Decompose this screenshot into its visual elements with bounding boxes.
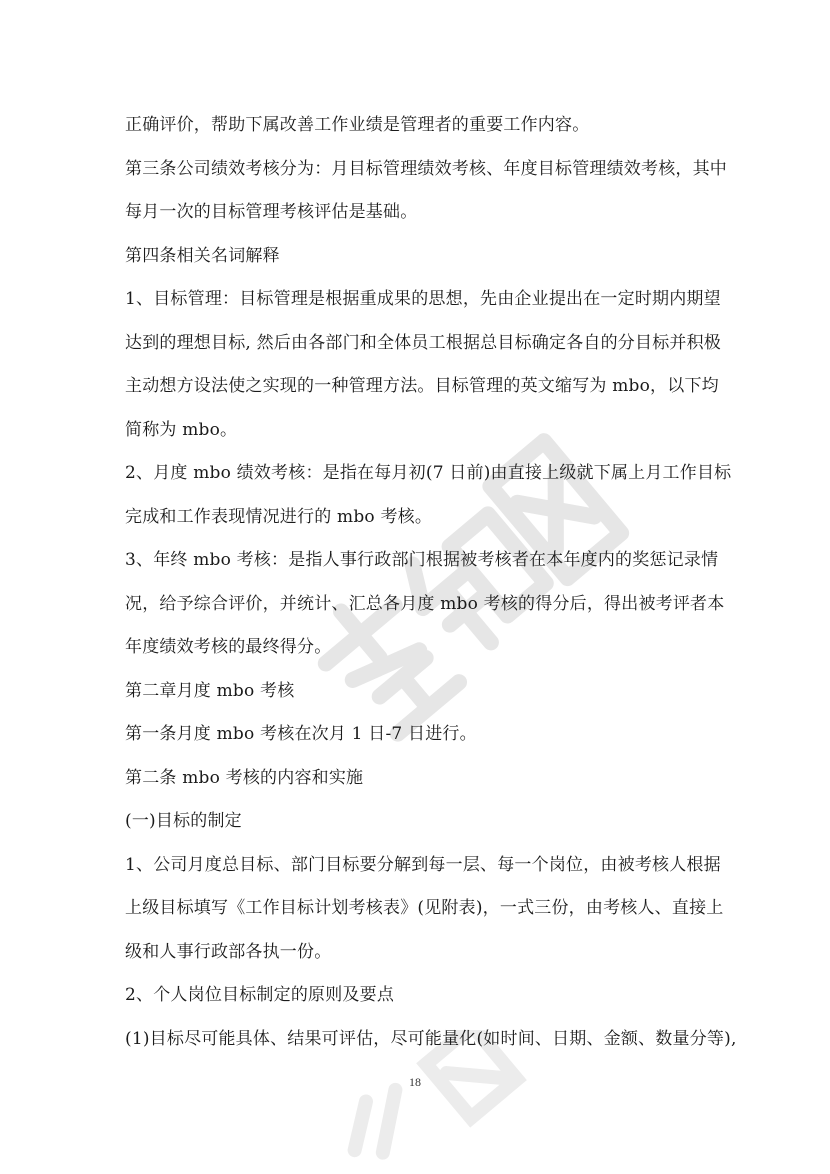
subsection-heading: (一)目标的制定 bbox=[125, 811, 242, 831]
text-line: 正确评价，帮助下属改善工作业绩是管理者的重要工作内容。 bbox=[125, 115, 590, 135]
page-number: 18 bbox=[409, 1075, 421, 1089]
text-line: 2、个人岗位目标制定的原则及要点 bbox=[125, 985, 395, 1005]
text-line: 上级目标填写《工作目标计划考核表》(见附表)，一式三份，由考核人、直接上 bbox=[125, 898, 724, 918]
text-line: 简称为 mbo。 bbox=[125, 419, 238, 440]
text-line: 级和人事行政部各执一份。 bbox=[125, 941, 332, 962]
text-line: 完成和工作表现情况进行的 mbo 考核。 bbox=[125, 506, 433, 527]
text-line: 2、月度 mbo 绩效考核：是指在每月初(7 日前)由直接上级就下属上月工作目标 bbox=[125, 463, 732, 483]
text-line: 况，给予综合评价，并统计、汇总各月度 mbo 考核的得分后，得出被考评者本 bbox=[125, 593, 725, 614]
text-line: 第一条月度 mbo 考核在次月 1 日-7 日进行。 bbox=[125, 724, 477, 744]
chapter-heading: 第二章月度 mbo 考核 bbox=[125, 680, 295, 701]
text-line: 1、公司月度总目标、部门目标要分解到每一层、每一个岗位，由被考核人根据 bbox=[125, 854, 721, 875]
text-line: 年度绩效考核的最终得分。 bbox=[125, 637, 332, 657]
text-line: 主动想方设法使之实现的一种管理方法。目标管理的英文缩写为 mbo，以下均 bbox=[125, 376, 719, 396]
text-line: 每月一次的目标管理考核评估是基础。 bbox=[125, 202, 418, 222]
text-line: 3、年终 mbo 考核：是指人事行政部门根据被考核者在本年度内的奖惩记录情 bbox=[125, 550, 719, 570]
text-line: 达到的理想目标, 然后由各部门和全体员工根据总目标确定各自的分目标并积极 bbox=[125, 332, 722, 353]
section-heading: 第二条 mbo 考核的内容和实施 bbox=[125, 767, 364, 788]
document-body bbox=[125, 104, 737, 1061]
section-heading: 第四条相关名词解释 bbox=[125, 245, 280, 266]
text-line: 第三条公司绩效考核分为：月目标管理绩效考核、年度目标管理绩效考核，其中 bbox=[125, 158, 727, 179]
text-line: 1、目标管理：目标管理是根据重成果的思想，先由企业提出在一定时期内期望 bbox=[125, 289, 721, 309]
text-line: (1)目标尽可能具体、结果可评估，尽可能量化(如时间、日期、金额、数量分等), bbox=[125, 1028, 737, 1049]
